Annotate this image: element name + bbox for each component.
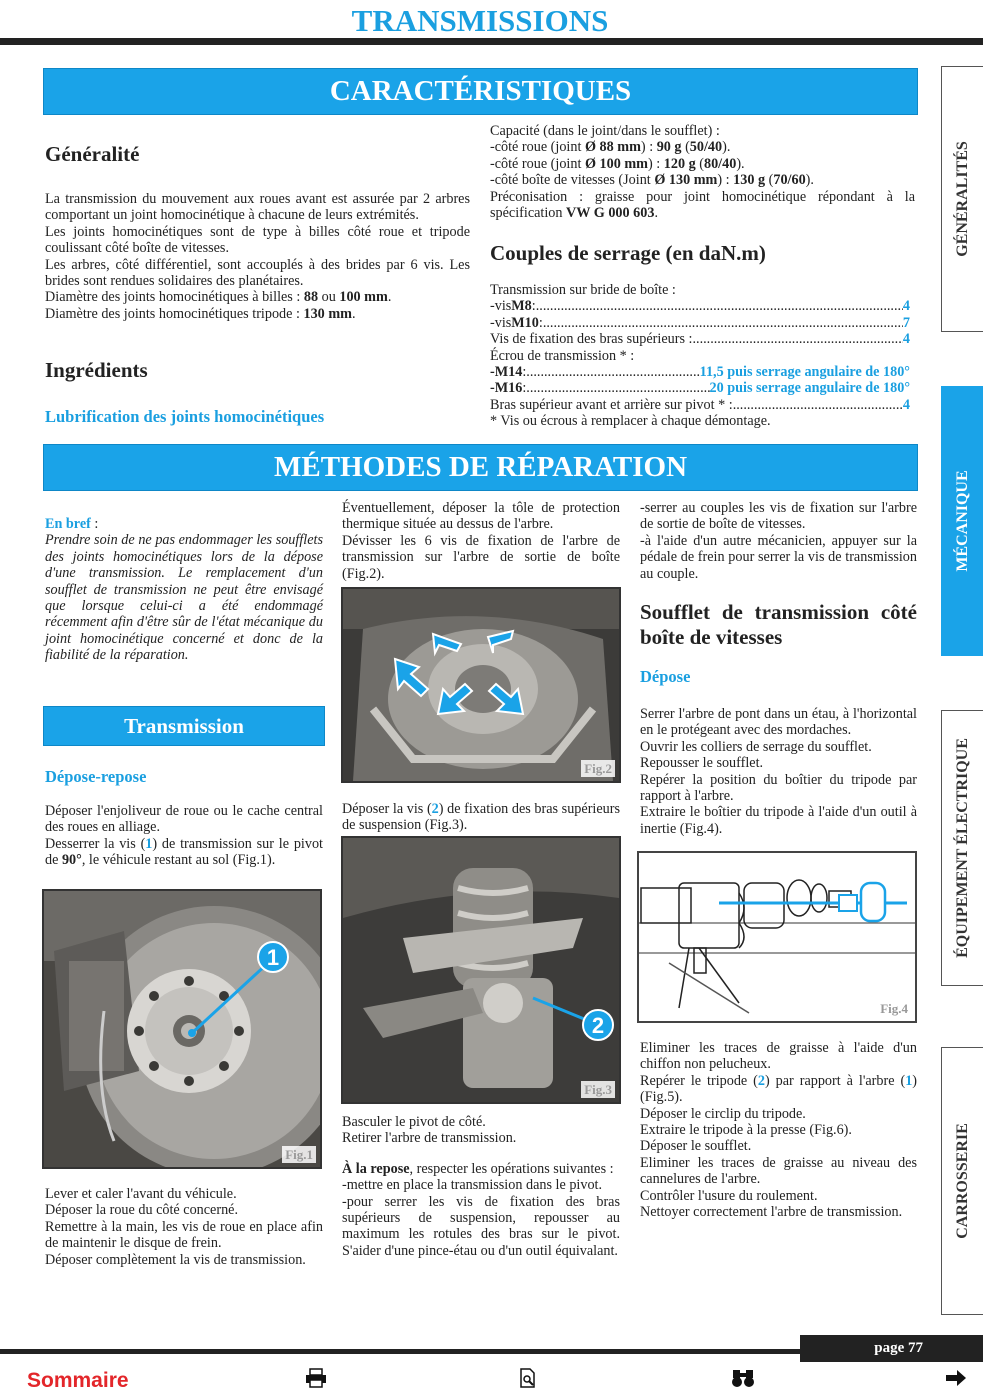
tab-mecanique[interactable] bbox=[941, 386, 983, 656]
col3-r6: Eliminer les traces de graisse au niveau des cannelures de l'arbre. bbox=[640, 1154, 917, 1188]
heading-couples: Couples de serrage (en daN.m) bbox=[490, 241, 766, 265]
couples-note: * Vis ou écrous à remplacer à chaque démontage. bbox=[490, 413, 771, 430]
sommaire-link[interactable]: Sommaire bbox=[27, 1369, 129, 1392]
subheading-depose-repose: Dépose-repose bbox=[45, 767, 147, 786]
capacite-l4: Préconisation : graisse pour joint homocinétique répondant à la spécification VW G 000 603. bbox=[490, 188, 915, 222]
col2-p2: Dévisser les 6 vis de fixation de l'arbre de transmission sur l'arbre de sortie de boîte (Fig.2). bbox=[342, 532, 620, 582]
col3-q4: Repérer la position du boîtier du tripode par rapport à l'arbre. bbox=[640, 771, 917, 805]
capacite-text bbox=[490, 123, 915, 221]
col3-r7: Contrôler l'usure du roulement. bbox=[640, 1187, 818, 1204]
torque-m10: -vis M10 : ..... 7 bbox=[490, 315, 910, 331]
col3-q3: Repousser le soufflet. bbox=[640, 755, 764, 772]
capacite-l3: -côté boîte de vitesses (Joint Ø 130 mm) : 130 g (70/60). bbox=[490, 172, 814, 189]
figure-3-label: Fig.3 bbox=[581, 1081, 615, 1098]
couples-ecrou: Écrou de transmission * : bbox=[490, 347, 635, 364]
section-banner-transmission: Transmission bbox=[43, 706, 325, 746]
page-title: TRANSMISSIONS bbox=[351, 3, 609, 38]
figure-2-illustration bbox=[343, 589, 619, 781]
heading-soufflet: Soufflet de transmission côté boîte de vitesses bbox=[640, 600, 917, 649]
col3-q2: Ouvrir les colliers de serrage du soufflet. bbox=[640, 738, 872, 755]
col3-r1: Eliminer les traces de graisse à l'aide d'un chiffon non pelucheux. bbox=[640, 1040, 917, 1073]
torque-m8: -vis M8 : ..... 4 bbox=[490, 298, 910, 314]
col2-p5: Retirer l'arbre de transmission. bbox=[342, 1130, 517, 1147]
generalite-p5: Diamètre des joints homocinétiques tripode : 130 mm. bbox=[45, 305, 356, 322]
depose-p5: Remettre à la main, les vis de roue en place afin de maintenir le disque de frein. bbox=[45, 1218, 323, 1252]
depose-p2: Desserrer la vis (1) de transmission sur le pivot de 90°, le véhicule restant au sol (Fig.1). bbox=[45, 835, 323, 869]
col2-p8: -pour serrer les vis de fixation des bras supérieurs de suspension, repousser au maximum les rotules des bras sur le pivot. S'aider d'une pince-étau ou d'un outil équivalant. bbox=[342, 1193, 620, 1259]
torque-bras: Vis de fixation des bras supérieurs : ..... 4 bbox=[490, 331, 910, 347]
generalite-text bbox=[45, 191, 470, 322]
col3-r2: Repérer le tripode (2) par rapport à l'arbre (1) (Fig.5). bbox=[640, 1072, 918, 1106]
figure-4 bbox=[637, 851, 917, 1023]
col3-r8: Nettoyer correctement l'arbre de transmission. bbox=[640, 1204, 903, 1221]
col2-text-3 bbox=[342, 1114, 620, 1259]
capacite-intro: Capacité (dans le joint/dans le soufflet) : bbox=[490, 123, 720, 139]
en-bref-block bbox=[45, 516, 323, 664]
tab-generalites[interactable] bbox=[941, 66, 983, 332]
col2-p1: Éventuellement, déposer la tôle de protection thermique située au dessus de l'arbre. bbox=[342, 500, 620, 533]
document-search-icon[interactable] bbox=[519, 1368, 537, 1394]
tab-carrosserie[interactable] bbox=[941, 1047, 983, 1315]
binoculars-icon[interactable] bbox=[731, 1368, 755, 1394]
generalite-p3: Les arbres, côté différentiel, sont accouplés à des brides par 6 vis. Les brides sont rendues solidaires des planétaires. bbox=[45, 256, 470, 290]
torque-pivot: Bras supérieur avant et arrière sur pivot * : ..... 4 bbox=[490, 397, 910, 413]
depose-repose-text-2 bbox=[45, 1186, 323, 1268]
col3-r5: Déposer le soufflet. bbox=[640, 1138, 752, 1155]
figure-2 bbox=[341, 587, 621, 783]
figure-4-label: Fig.4 bbox=[880, 1001, 908, 1016]
col3-r3: Déposer le circlip du tripode. bbox=[640, 1105, 806, 1122]
capacite-l2: -côté roue (joint Ø 100 mm) : 120 g (80/40). bbox=[490, 155, 745, 172]
heading-ingredients: Ingrédients bbox=[45, 358, 148, 382]
figure-1-callout: 1 bbox=[266, 945, 280, 970]
col3-text-3 bbox=[640, 1040, 917, 1220]
col3-q1: Serrer l'arbre de pont dans un étau, à l'horizontal en le protégeant avec des mordaches. bbox=[640, 706, 917, 739]
tab-mecanique-label: MÉCANIQUE bbox=[953, 470, 971, 572]
generalite-p1: La transmission du mouvement aux roues avant est assurée par 2 arbres comportant un joint homocinétique à chacune de leurs extrémités. bbox=[45, 191, 470, 224]
printer-icon[interactable] bbox=[305, 1368, 327, 1394]
depose-repose-text bbox=[45, 803, 323, 869]
couples-intro: Transmission sur bride de boîte : bbox=[490, 282, 676, 298]
col3-text-2 bbox=[640, 706, 917, 837]
arrow-right-icon[interactable] bbox=[945, 1368, 967, 1394]
depose-p3: Lever et caler l'avant du véhicule. bbox=[45, 1186, 237, 1202]
depose-p1: Déposer l'enjoliveur de roue ou le cache central des roues en alliage. bbox=[45, 803, 323, 836]
figure-4-illustration bbox=[639, 853, 915, 1021]
col2-text-1 bbox=[342, 500, 620, 582]
depose-p6: Déposer complètement la vis de transmission. bbox=[45, 1251, 306, 1268]
figure-3 bbox=[341, 836, 621, 1104]
figure-1-illustration bbox=[44, 891, 320, 1167]
col3-p1: -serrer au couples les vis de fixation sur l'arbre de sortie de boîte de vitesses. bbox=[640, 500, 917, 533]
col2-p6: À la repose, respecter les opérations suivantes : bbox=[342, 1160, 614, 1177]
col2-p3: Déposer la vis (2) de fixation des bras supérieurs de suspension (Fig.3). bbox=[342, 801, 620, 834]
col3-p2: -à l'aide d'un autre mécanicien, appuyer sur la pédale de frein pour serrer la vis de transmission au couple. bbox=[640, 532, 917, 582]
en-bref-label-line: En bref : bbox=[45, 516, 99, 532]
col2-p4: Basculer le pivot de côté. bbox=[342, 1114, 486, 1130]
tab-generalites-label: GÉNÉRALITÉS bbox=[953, 141, 971, 257]
subheading-lubrification: Lubrification des joints homocinétiques bbox=[45, 407, 325, 426]
top-rule bbox=[0, 38, 983, 45]
page-number: page 77 bbox=[800, 1335, 983, 1362]
section-banner-methodes: MÉTHODES DE RÉPARATION bbox=[43, 444, 918, 491]
couples-list bbox=[490, 282, 910, 430]
col3-text-1 bbox=[640, 500, 917, 582]
figure-1-label: Fig.1 bbox=[282, 1146, 316, 1163]
depose-p4: Déposer la roue du côté concerné. bbox=[45, 1202, 239, 1219]
en-bref-text: Prendre soin de ne pas endommager les soufflets des joints homocinétiques lors de la dépose d'une transmission. Le remplacement d'un soufflet de transmission ne peut être envisagé que lorsque celui-ci a été endommagé récemment afin d'être sûr de l'état mécanique du joint homocinétique concerné et donc de la fiabilité de la réparation. bbox=[45, 532, 323, 664]
torque-m16: -M16 : ..... 20 puis serrage angulaire de 180° bbox=[490, 380, 910, 396]
generalite-p2: Les joints homocinétiques sont de type à billes côté roue et tripode coulissant côté boîte de vitesses. bbox=[45, 223, 470, 257]
col2-text-2 bbox=[342, 801, 620, 834]
generalite-p4: Diamètre des joints homocinétiques à billes : 88 ou 100 mm. bbox=[45, 289, 392, 306]
subheading-depose: Dépose bbox=[640, 667, 691, 686]
torque-m14: -M14 : ..... 11,5 puis serrage angulaire de 180° bbox=[490, 364, 910, 380]
section-banner-caracteristiques: CARACTÉRISTIQUES bbox=[43, 68, 918, 115]
col3-r4: Extraire le tripode à la presse (Fig.6). bbox=[640, 1122, 852, 1139]
heading-generalite: Généralité bbox=[45, 142, 140, 166]
figure-3-illustration bbox=[343, 838, 619, 1102]
tab-equipement-label: ÉQUIPEMENT ÉLECTRIQUE bbox=[953, 738, 971, 958]
figure-2-label: Fig.2 bbox=[581, 760, 615, 777]
figure-1 bbox=[42, 889, 322, 1169]
col3-q5: Extraire le boîtier du tripode à l'aide d'un outil à inertie (Fig.4). bbox=[640, 804, 917, 837]
col2-p7: -mettre en place la transmission dans le pivot. bbox=[342, 1177, 603, 1194]
tab-carrosserie-label: CARROSSERIE bbox=[953, 1123, 971, 1239]
figure-3-callout: 2 bbox=[591, 1013, 605, 1038]
capacite-l1: -côté roue (joint Ø 88 mm) : 90 g (50/40). bbox=[490, 139, 731, 156]
tab-equipement-electrique[interactable] bbox=[941, 710, 983, 986]
